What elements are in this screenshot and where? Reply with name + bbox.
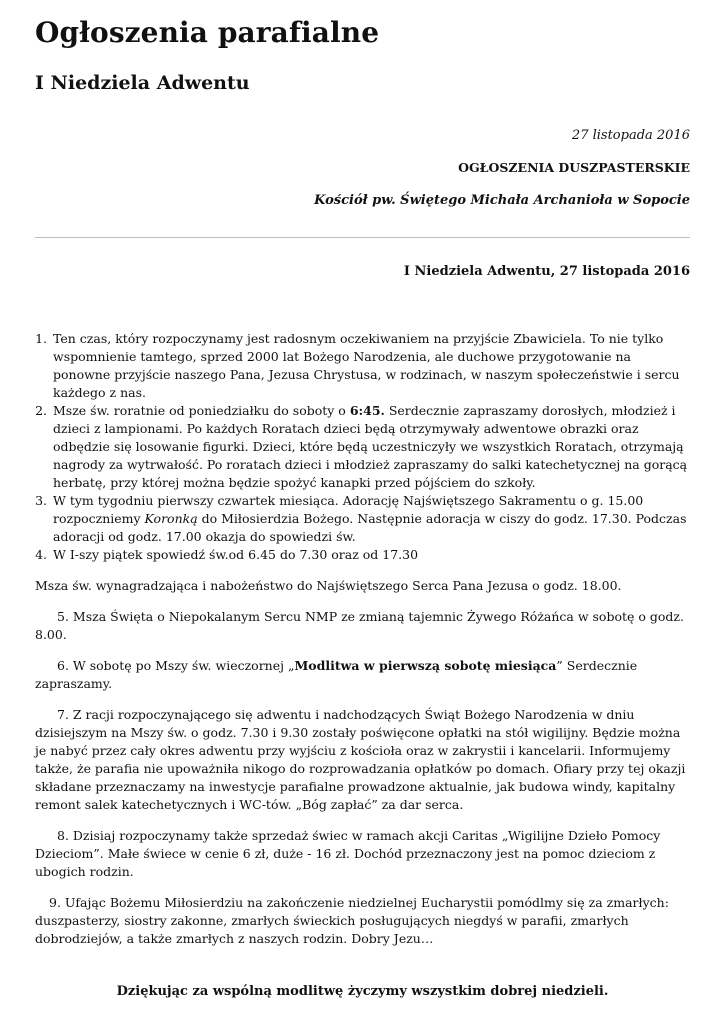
page-subtitle: I Niedziela Adwentu [35,72,250,94]
koronka-emphasis: Koronką [144,511,198,526]
paragraph-9: 9. Ufając Bożemu Miłosierdziu na zakończenie niedzielnej Eucharystii pomódlmy się za zmarłych: duszpasterzy, siostry zakonne, zmarłych świeckich posługujących niegdyś w parafii, zmarłych dobrodziejów, a także zmarłych z naszych rodzin. Dobry Jezu… [35,895,669,946]
paragraph-8: 8. Dzisiaj rozpoczynamy także sprzedaż świec w ramach akcji Caritas „Wigilijne Dzieło Pomocy Dzieciom”. Małe świece w cenie 6 zł, duże - 16 zł. Dochód przeznaczony jest na pomoc dzieciom z ubogich rodzin. [35,828,661,879]
announcements-body [35,330,690,948]
rorate-time: 6:45. [349,403,385,418]
announcements-list [35,330,690,564]
closing-line: Dziękując za wspólną modlitwę życzymy wszystkim dobrej niedzieli. [116,984,609,999]
paragraph-7: 7. Z racji rozpoczynającego się adwentu i nadchodzących Świąt Bożego Narodzenia w dniu dzisiejszym na Mszy św. o godz. 7.30 i 9.30 zostały poświęcone opłatki na stół wigilijny. Będzie można je nabyć przez cały okres adwentu przy wyjściu z kościoła oraz w zakrystii i kancelarii. Informujemy także, że parafia nie upoważniła nikogo do rozprowadzania opłatków po domach. Ofiary przy tej okazji składane przeznaczamy na inwestycje parafialne prowadzone aktualnie, jak budowa windy, kapitalny remont salek katechetycznych i WC-tów. „Bóg zapłać” za dar serca. [35,707,686,812]
sunday-heading: I Niedziela Adwentu, 27 listopada 2016 [403,264,690,279]
paragraph-msza: Msza św. wynagradzająca i nabożeństwo do Najświętszego Serca Pana Jezusa o godz. 18.00. [35,578,622,593]
list-item: 4. W I-szy piątek spowiedź św.od 6.45 do 7.30 oraz od 17.30 [51,546,690,564]
paragraph-6: 6. W sobotę po Mszy św. wieczornej „Modlitwa w pierwszą sobotę miesiąca” Serdecznie zapraszamy. [35,658,638,691]
date: 27 listopada 2016 [571,128,690,143]
list-item: 2. Msze św. roratnie od poniedziałku do soboty o 6:45. Serdecznie zapraszamy dorosłych, młodzież i dzieci z lampionami. Po każdych Roratach dzieci będą otrzymywały adwentowe obrazki oraz odbędzie się losowanie figurki. Dzieci, które będą uczestniczyły we wszystkich Roratach, otrzymają nagrody za wytrwałość. Po roratach dzieci i młodzież zapraszamy do salki katechetycznej na gorącą herbatę, przy której można będzie spożyć kanapki przed pójściem do szkoły. [51,402,690,492]
prayer-title: Modlitwa w pierwszą sobotę miesiąca [294,658,557,673]
paragraph-5: 5. Msza Święta o Niepokalanym Sercu NMP ze zmianą tajemnic Żywego Różańca w sobotę o godz. 8.00. [35,609,684,642]
divider [35,237,690,238]
church-name: Kościół pw. Świętego Michała Archanioła w Sopocie [314,193,690,208]
page-title: Ogłoszenia parafialne [35,16,380,49]
section-heading: OGŁOSZENIA DUSZPASTERSKIE [458,160,690,175]
list-item: 3. W tym tygodniu pierwszy czwartek miesiąca. Adorację Najświętszego Sakramentu o g. 15.00 rozpoczniemy Koronką do Miłosierdzia Bożego. Następnie adoracja w ciszy do godz. 17.30. Podczas adoracji od godz. 17.00 okazja do spowiedzi św. [51,492,690,546]
list-item: 1. Ten czas, który rozpoczynamy jest radosnym oczekiwaniem na przyjście Zbawiciela. To nie tylko wspomnienie tamtego, sprzed 2000 lat Bożego Narodzenia, ale duchowe przygotowanie na ponowne przyjście naszego Pana, Jezusa Chrystusa, w rodzinach, w naszym społeczeństwie i sercu każdego z nas. [51,330,690,402]
